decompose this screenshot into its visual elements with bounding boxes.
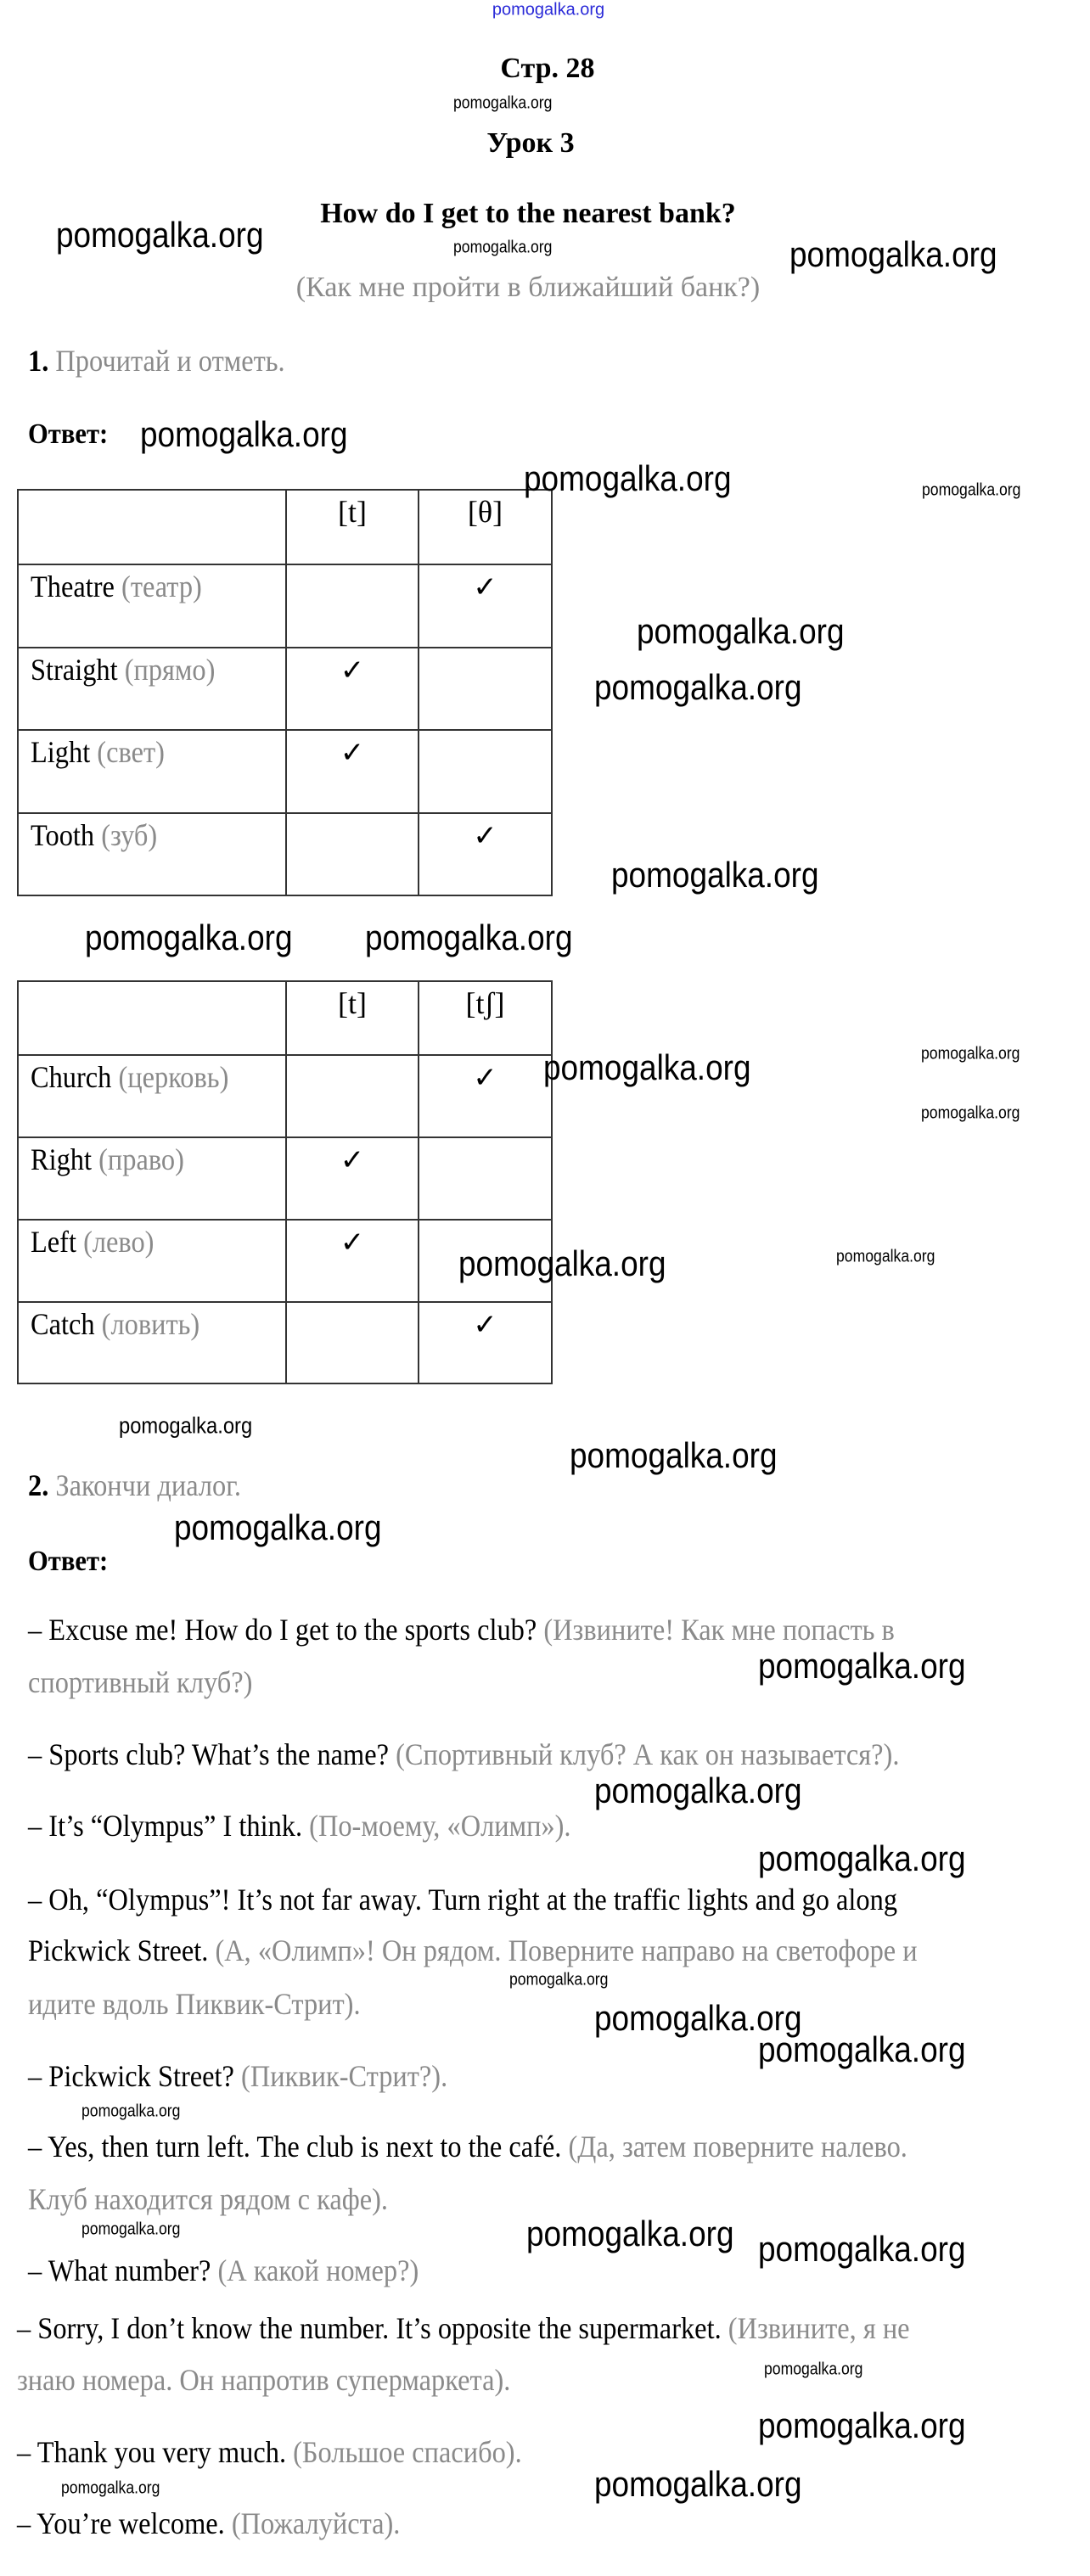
check-icon: ✓ <box>473 1308 497 1342</box>
watermark: pomogalka.org <box>921 1044 1020 1064</box>
watermark: pomogalka.org <box>594 667 802 707</box>
t-sound-cell <box>286 648 419 730</box>
task1-instruction: Прочитай и отметь. <box>55 344 285 378</box>
dialog-translation: (А, «Олимп»! Он рядом. Поверните направо на светофоре и <box>208 1933 918 1967</box>
dialog-english: Pickwick Street. <box>28 1933 209 1967</box>
dialog-line <box>28 1882 897 1917</box>
watermark: pomogalka.org <box>56 215 264 255</box>
dialog-english: – Pickwick Street? <box>28 2059 234 2093</box>
dialog-translation: (По-моему, «Олимп»). <box>302 1809 571 1843</box>
dialog-english: – Sports club? What’s the name? <box>28 1737 389 1771</box>
other-sound-cell <box>419 1302 552 1383</box>
word-cell <box>18 648 286 730</box>
t-sound-cell <box>286 1137 419 1220</box>
dialog-line <box>28 1933 918 1968</box>
other-sound-cell <box>419 730 552 813</box>
dialog-english: – Oh, “Olympus”! It’s not far away. Turn right at the traffic lights and go along <box>28 1883 898 1917</box>
word: Straight <box>31 653 118 687</box>
dialog-translation: (Пиквик-Стрит?). <box>233 2059 448 2093</box>
table-row <box>18 1055 552 1137</box>
dialog-english: – Thank you very much. <box>17 2435 287 2469</box>
watermark: pomogalka.org <box>611 855 819 895</box>
top-watermark-link[interactable]: pomogalka.org <box>492 0 605 20</box>
watermark: pomogalka.org <box>594 2464 802 2504</box>
dialog-line <box>28 2129 907 2164</box>
table-row <box>18 813 552 895</box>
word-translation: (церковь) <box>118 1060 229 1094</box>
word-translation: (свет) <box>97 735 165 769</box>
column-header-label: [θ] <box>467 495 503 529</box>
watermark: pomogalka.org <box>174 1507 382 1547</box>
lesson-title: Урок 3 <box>486 127 575 159</box>
dialog-english: – Sorry, I don’t know the number. It’s opposite the supermarket. <box>17 2311 722 2345</box>
dialog-line <box>28 2181 388 2217</box>
watermark: pomogalka.org <box>81 2220 181 2239</box>
other-sound-cell <box>419 1055 552 1137</box>
word: Left <box>31 1225 76 1259</box>
watermark: pomogalka.org <box>570 1435 778 1475</box>
page-number: Стр. 28 <box>500 53 595 84</box>
check-icon: ✓ <box>473 570 497 604</box>
word: Catch <box>31 1307 95 1341</box>
task2-heading <box>28 1468 241 1503</box>
dialog-translation: (Извините, я не <box>721 2311 910 2345</box>
check-icon: ✓ <box>340 736 365 770</box>
watermark: pomogalka.org <box>789 234 997 274</box>
watermark: pomogalka.org <box>758 2229 966 2269</box>
task1-answer-label: Ответ: <box>28 418 109 450</box>
table-row <box>18 1137 552 1220</box>
watermark: pomogalka.org <box>922 480 1021 500</box>
dialog-translation: идите вдоль Пиквик-Стрит). <box>28 1987 361 2021</box>
dialog-line <box>28 1986 361 2022</box>
dialog-translation: знаю номера. Он напротив супермаркета). <box>17 2363 511 2397</box>
word-cell <box>18 813 286 895</box>
dialog-translation: (Спортивный клуб? А как он называется?). <box>388 1737 900 1771</box>
t-sound-cell <box>286 564 419 648</box>
task1-heading <box>28 343 285 379</box>
word-cell <box>18 730 286 813</box>
word-translation: (театр) <box>121 570 202 603</box>
watermark: pomogalka.org <box>365 918 573 957</box>
dialog-english: – What number? <box>28 2253 211 2287</box>
t-sound-cell <box>286 1220 419 1302</box>
column-header-label: [t] <box>338 495 367 529</box>
dialog-english: – Excuse me! How do I get to the sports club? <box>28 1613 537 1647</box>
word-translation: (ловить) <box>101 1307 200 1341</box>
dialog-english: – It’s “Olympus” I think. <box>28 1809 303 1843</box>
phonetics-table-2 <box>17 980 553 1384</box>
check-icon: ✓ <box>473 1061 497 1095</box>
task1-number: 1. <box>28 344 49 378</box>
dialog-translation: (Пожалуйста). <box>224 2506 401 2540</box>
dialog-translation: (Извините! Как мне попасть в <box>537 1613 895 1647</box>
lesson-heading: How do I get to the nearest bank? <box>320 198 736 229</box>
watermark: pomogalka.org <box>524 458 732 498</box>
t-sound-cell <box>286 1302 419 1383</box>
word-cell <box>18 1055 286 1137</box>
dialog-english: – You’re welcome. <box>17 2506 225 2540</box>
watermark: pomogalka.org <box>637 611 845 651</box>
t-sound-cell <box>286 813 419 895</box>
dialog-line <box>28 2253 419 2288</box>
column-header <box>286 981 419 1055</box>
word-translation: (зуб) <box>101 818 158 852</box>
dialog-line <box>28 1664 252 1700</box>
dialog-translation: (Большое спасибо). <box>286 2435 522 2469</box>
watermark: pomogalka.org <box>836 1247 935 1266</box>
watermark: pomogalka.org <box>81 2102 181 2121</box>
word-translation: (прямо) <box>124 653 216 687</box>
dialog-line <box>28 1612 895 1647</box>
word-translation: (лево) <box>83 1225 155 1259</box>
watermark: pomogalka.org <box>526 2214 734 2253</box>
table-row <box>18 564 552 648</box>
table-row <box>18 1302 552 1383</box>
dialog-line <box>28 2058 447 2094</box>
word-cell <box>18 1302 286 1383</box>
check-icon: ✓ <box>340 1226 365 1260</box>
watermark: pomogalka.org <box>458 1243 666 1283</box>
task2-answer-label: Ответ: <box>28 1546 109 1577</box>
dialog-english: – Yes, then turn left. The club is next to the café. <box>28 2130 562 2164</box>
watermark: pomogalka.org <box>61 2478 160 2498</box>
table-header-row <box>18 981 552 1055</box>
watermark: pomogalka.org <box>140 414 348 454</box>
column-header-label: [tʃ] <box>465 986 505 1020</box>
watermark: pomogalka.org <box>594 1998 802 2038</box>
check-icon: ✓ <box>340 654 365 687</box>
dialog-translation: (Да, затем поверните налево. <box>561 2130 907 2164</box>
dialog-translation: спортивный клуб?) <box>28 1665 253 1699</box>
dialog-translation: Клуб находится рядом с кафе). <box>28 2182 389 2216</box>
watermark: pomogalka.org <box>758 1838 966 1878</box>
column-header <box>419 981 552 1055</box>
other-sound-cell <box>419 648 552 730</box>
task2-number: 2. <box>28 1468 49 1502</box>
other-sound-cell <box>419 564 552 648</box>
dialog-line <box>28 1808 571 1844</box>
t-sound-cell <box>286 1055 419 1137</box>
word: Tooth <box>31 818 95 852</box>
word-translation: (право) <box>98 1142 184 1176</box>
phonetics-table-1 <box>17 489 553 896</box>
watermark: pomogalka.org <box>509 1970 609 1990</box>
table-header-row <box>18 490 552 564</box>
lesson-heading-translation: (Как мне пройти в ближайший банк?) <box>295 272 761 303</box>
dialog-line <box>17 2362 510 2398</box>
watermark: pomogalka.org <box>758 2029 966 2069</box>
word: Theatre <box>31 570 115 603</box>
word: Church <box>31 1060 112 1094</box>
table-row <box>18 730 552 813</box>
watermark: pomogalka.org <box>764 2360 863 2379</box>
watermark: pomogalka.org <box>543 1047 751 1087</box>
check-icon: ✓ <box>340 1143 365 1177</box>
column-header <box>419 490 552 564</box>
column-header <box>286 490 419 564</box>
column-header <box>18 490 286 564</box>
word-cell <box>18 1137 286 1220</box>
word: Light <box>31 735 91 769</box>
dialog-line <box>17 2434 522 2470</box>
dialog-line <box>17 2506 400 2541</box>
word-cell <box>18 1220 286 1302</box>
check-icon: ✓ <box>473 819 497 853</box>
column-header-label: [t] <box>338 986 367 1020</box>
watermark: pomogalka.org <box>453 238 553 257</box>
other-sound-cell <box>419 813 552 895</box>
other-sound-cell <box>419 1137 552 1220</box>
word-cell <box>18 564 286 648</box>
word: Right <box>31 1142 93 1176</box>
task2-instruction: Закончи диалог. <box>55 1468 241 1502</box>
watermark: pomogalka.org <box>758 1646 966 1686</box>
watermark: pomogalka.org <box>85 918 293 957</box>
dialog-line <box>17 2310 910 2346</box>
dialog-line <box>28 1737 899 1772</box>
column-header <box>18 981 286 1055</box>
watermark: pomogalka.org <box>921 1103 1020 1123</box>
table-row <box>18 648 552 730</box>
watermark: pomogalka.org <box>594 1771 802 1810</box>
watermark: pomogalka.org <box>758 2405 966 2445</box>
watermark: pomogalka.org <box>453 93 553 113</box>
dialog-translation: (А какой номер?) <box>211 2253 419 2287</box>
t-sound-cell <box>286 730 419 813</box>
watermark: pomogalka.org <box>119 1412 253 1439</box>
